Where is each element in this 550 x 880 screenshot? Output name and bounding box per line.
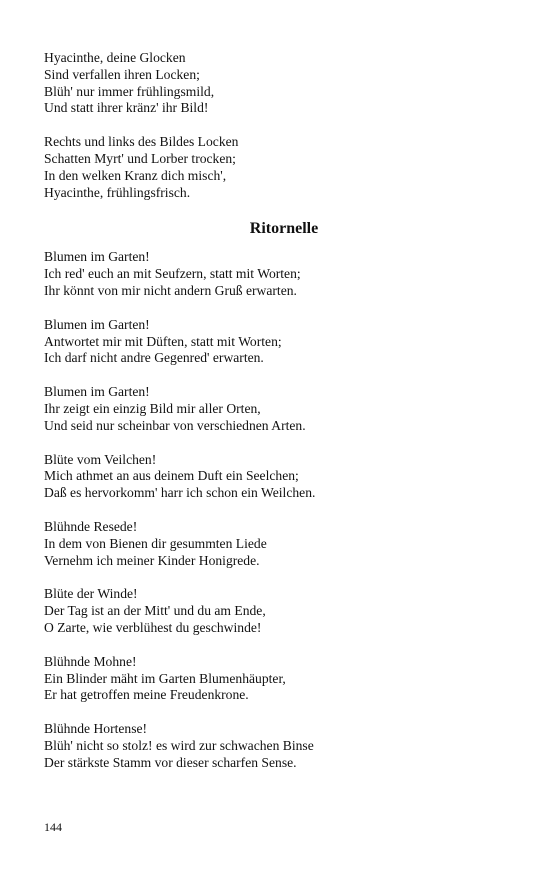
page-body bbox=[44, 50, 514, 789]
verse-line: Blühnde Hortense! bbox=[44, 721, 148, 737]
stanza bbox=[44, 721, 514, 771]
stanza bbox=[44, 317, 514, 367]
verse-line: Ihr könnt von mir nicht andern Gruß erwarten. bbox=[44, 282, 297, 298]
verse-line: Er hat getroffen meine Freudenkrone. bbox=[44, 687, 249, 703]
verse-line: Ein Blinder mäht im Garten Blumenhäupter, bbox=[44, 670, 286, 686]
verse-line: Blumen im Garten! bbox=[44, 384, 150, 400]
verse-line: In den welken Kranz dich misch', bbox=[44, 167, 227, 183]
poem-ritornelle bbox=[44, 249, 514, 771]
verse-line: Blumen im Garten! bbox=[44, 249, 150, 265]
verse-line: Blüh' nicht so stolz! es wird zur schwachen Binse bbox=[44, 737, 314, 753]
verse-line: Sind verfallen ihren Locken; bbox=[44, 66, 200, 82]
stanza bbox=[44, 50, 514, 117]
verse-line: Antwortet mir mit Düften, statt mit Worten; bbox=[44, 333, 282, 349]
verse-line: Blüte vom Veilchen! bbox=[44, 451, 157, 467]
stanza bbox=[44, 384, 514, 434]
stanza bbox=[44, 654, 514, 704]
verse-line: Hyacinthe, frühlingsfrisch. bbox=[44, 184, 191, 200]
stanza bbox=[44, 249, 514, 299]
verse-line: Daß es hervorkomm' harr ich schon ein Weilchen. bbox=[44, 485, 316, 501]
verse-line: Blüte der Winde! bbox=[44, 586, 138, 602]
poem-hyacinthe bbox=[44, 50, 514, 201]
poem-title: Ritornelle bbox=[249, 220, 319, 238]
verse-line: Mich athmet an aus deinem Duft ein Seelchen; bbox=[44, 468, 299, 484]
stanza bbox=[44, 586, 514, 636]
verse-line: O Zarte, wie verblühest du geschwinde! bbox=[44, 619, 262, 635]
verse-line: Ihr zeigt ein einzig Bild mir aller Orten, bbox=[44, 400, 261, 416]
verse-line: Und statt ihrer kränz' ihr Bild! bbox=[44, 100, 209, 116]
verse-line: Hyacinthe, deine Glocken bbox=[44, 50, 186, 65]
verse-line: Rechts und links des Bildes Locken bbox=[44, 134, 239, 150]
verse-line: Blüh' nur immer frühlingsmild, bbox=[44, 83, 215, 99]
stanza bbox=[44, 134, 514, 201]
stanza bbox=[44, 452, 514, 502]
verse-line: Ich darf nicht andre Gegenred' erwarten. bbox=[44, 350, 264, 366]
page-number: 144 bbox=[44, 820, 62, 834]
verse-line: Und seid nur scheinbar von verschiednen Arten. bbox=[44, 417, 306, 433]
verse-line: Vernehm ich meiner Kinder Honigrede. bbox=[44, 552, 260, 568]
verse-line: Schatten Myrt' und Lorber trocken; bbox=[44, 150, 236, 166]
verse-line: In dem von Bienen dir gesummten Liede bbox=[44, 535, 267, 551]
verse-line: Der stärkste Stamm vor dieser scharfen Sense. bbox=[44, 754, 297, 770]
stanza bbox=[44, 519, 514, 569]
verse-line: Ich red' euch an mit Seufzern, statt mit Worten; bbox=[44, 266, 301, 282]
verse-line: Blühnde Mohne! bbox=[44, 653, 137, 669]
verse-line: Blühnde Resede! bbox=[44, 518, 138, 534]
verse-line: Blumen im Garten! bbox=[44, 316, 150, 332]
verse-line: Der Tag ist an der Mitt' und du am Ende, bbox=[44, 603, 266, 619]
